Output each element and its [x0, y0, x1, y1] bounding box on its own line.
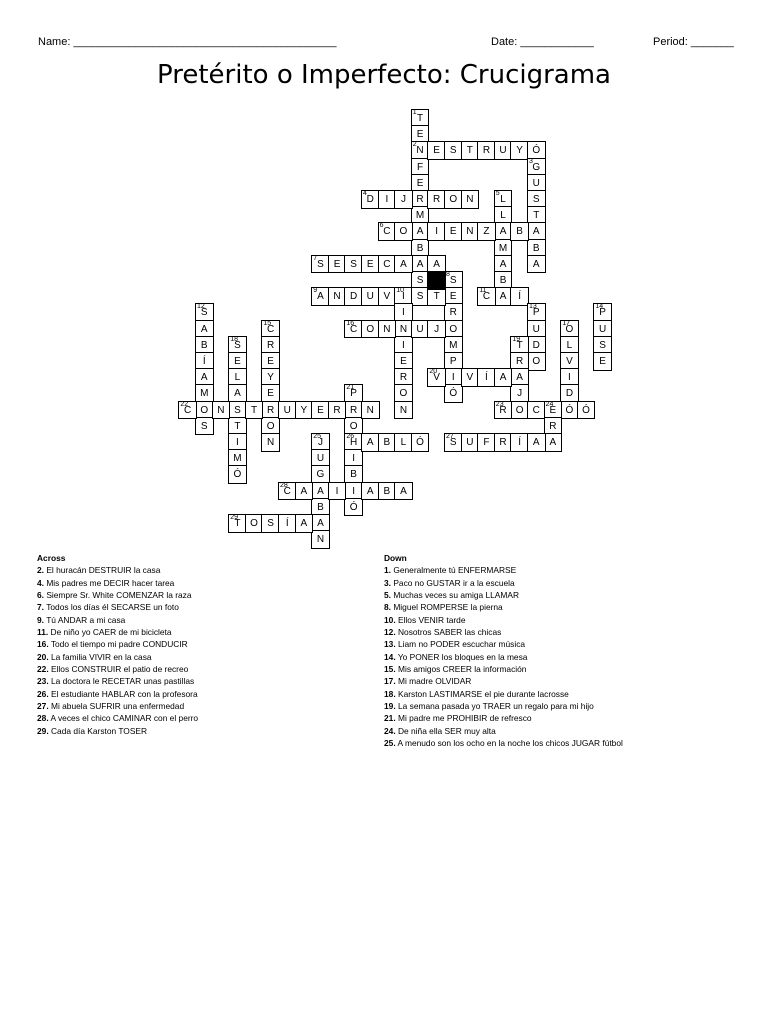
cell-letter: R — [449, 307, 457, 319]
cell-letter: B — [200, 339, 208, 351]
cell-letter: E — [366, 258, 374, 270]
clue-number: 9 — [313, 287, 318, 295]
clue-down: 14. Yo PONER los bloques en la mesa — [384, 651, 528, 662]
cell-letter: R — [516, 356, 524, 367]
cell-letter: D — [565, 388, 574, 400]
cell-letter: O — [449, 194, 458, 205]
clue-down: 19. La semana pasada yo TRAER un regalo para mi hijo — [384, 701, 594, 712]
cell-letter: G — [532, 161, 541, 173]
grid-cell[interactable] — [510, 222, 529, 241]
cell-letter: L — [500, 210, 506, 222]
cell-letter: R — [433, 194, 441, 205]
cell-letter: Ó — [582, 404, 590, 416]
name-field: Name: ___________________________________________ — [38, 36, 337, 48]
cell-letter: I — [451, 372, 455, 384]
grid-cell[interactable] — [295, 482, 314, 501]
grid-cell[interactable] — [261, 433, 280, 452]
cell-letter: A — [300, 518, 308, 529]
cell-letter: U — [532, 177, 540, 189]
cell-letter: L — [566, 339, 573, 351]
clue-number: 1 — [412, 109, 417, 116]
clue-number: 13 — [529, 303, 537, 311]
clue-down: 21. Mi padre me PROHIBIR de refresco — [384, 713, 532, 724]
cell-letter: R — [416, 194, 424, 205]
clue-number: 12 — [197, 303, 205, 311]
cell-letter: S — [267, 518, 274, 529]
cell-letter: Í — [518, 291, 522, 303]
cell-letter: A — [234, 388, 241, 400]
period-field: Period: _______ — [653, 36, 734, 48]
down-heading: Down — [384, 553, 407, 563]
clue-across: 2. El huracán DESTRUIR la casa — [37, 565, 161, 576]
grid-cell[interactable] — [328, 401, 347, 420]
grid-cell[interactable] — [477, 287, 496, 306]
clue-across: 28. A veces el chico CAMINAR con el perro — [37, 713, 199, 724]
cell-letter: M — [415, 210, 425, 222]
grid-cell[interactable] — [411, 433, 430, 452]
cell-letter: I — [352, 485, 356, 497]
clue-number: 6 — [379, 222, 384, 230]
cell-letter: A — [366, 485, 374, 497]
grid-cell[interactable] — [394, 255, 413, 274]
cell-letter: A — [400, 258, 407, 270]
cell-letter: S — [200, 307, 208, 319]
clue-down: 8. Miguel ROMPERSE la pierna — [384, 602, 503, 613]
clue-number: 29 — [230, 514, 238, 521]
cell-letter: C — [184, 404, 192, 416]
cell-letter: C — [383, 258, 391, 270]
grid-cell[interactable] — [544, 433, 563, 452]
page-title: Pretérito o Imperfecto: Crucigrama — [157, 60, 611, 90]
cell-letter: R — [499, 437, 507, 448]
clue-number: 25 — [313, 433, 321, 440]
cell-letter: D — [366, 194, 374, 205]
cell-letter: F — [483, 437, 490, 448]
clue-number: 8 — [446, 271, 450, 278]
cell-letter: C — [350, 323, 358, 335]
cell-letter: Ó — [565, 404, 574, 416]
grid-cell[interactable] — [394, 401, 413, 420]
clue-number: 28 — [280, 481, 288, 489]
clue-across: 26. El estudiante HABLAR con la profesora — [37, 688, 198, 699]
clue-number: 16 — [346, 319, 355, 327]
cell-letter: L — [400, 437, 407, 448]
grid-cell[interactable] — [427, 368, 446, 387]
cell-letter: A — [200, 323, 208, 335]
black-cell — [427, 271, 446, 290]
cell-letter: A — [499, 291, 507, 303]
clue-across: 16. Todo el tiempo mi padre CONDUCIR — [37, 639, 188, 650]
cell-letter: A — [532, 226, 540, 238]
clue-number: 19 — [512, 335, 521, 343]
cell-letter: T — [250, 404, 258, 416]
cell-letter: R — [267, 404, 275, 416]
cell-letter: A — [516, 372, 523, 384]
cell-letter: M — [233, 453, 242, 465]
clue-across: 27. Mi abuela SUFRIR una enfermedad — [37, 701, 185, 712]
date-field: Date: ____________ — [491, 36, 594, 48]
cell-letter: O — [200, 404, 209, 416]
grid-cell[interactable] — [427, 287, 446, 306]
cell-letter: O — [515, 404, 524, 416]
cell-letter: S — [350, 258, 357, 270]
cell-letter: S — [200, 420, 208, 432]
clue-number: 24 — [545, 400, 554, 408]
cell-letter: A — [200, 372, 208, 384]
grid-cell[interactable] — [311, 530, 330, 549]
grid-cell[interactable] — [427, 320, 446, 339]
cell-letter: S — [317, 258, 324, 270]
cell-letter: L — [500, 194, 506, 205]
cell-letter: U — [316, 453, 325, 465]
cell-letter: R — [549, 420, 557, 432]
grid-cell[interactable] — [344, 498, 363, 517]
cell-letter: B — [516, 226, 523, 238]
cell-letter: I — [402, 307, 405, 319]
cell-letter: T — [433, 291, 440, 303]
grid-cell[interactable] — [527, 352, 546, 371]
cell-letter: Ó — [449, 388, 458, 400]
cell-letter: A — [499, 372, 507, 384]
clue-number: 21 — [346, 384, 355, 392]
cell-letter: Ó — [416, 437, 424, 448]
cell-letter: M — [449, 339, 458, 351]
cell-letter: V — [383, 291, 391, 303]
cell-letter: T — [516, 339, 523, 351]
cell-letter: Ó — [349, 501, 358, 513]
cell-letter: Ó — [532, 145, 541, 157]
clue-number: 15 — [263, 319, 272, 327]
clue-number: 4 — [363, 190, 367, 197]
cell-letter: O — [565, 323, 574, 335]
cell-letter: B — [416, 242, 424, 254]
cell-letter: E — [433, 145, 440, 157]
cell-letter: N — [466, 226, 474, 238]
cell-letter: U — [532, 323, 540, 335]
cell-letter: R — [499, 404, 507, 416]
cell-letter: S — [449, 437, 457, 448]
cell-letter: A — [416, 226, 424, 238]
cell-letter: B — [317, 501, 324, 513]
clue-down: 10. Ellos VENIR tarde — [384, 614, 466, 625]
cell-letter: A — [400, 485, 407, 497]
cell-letter: V — [566, 356, 573, 367]
grid-cell[interactable] — [361, 401, 380, 420]
cell-letter: E — [449, 226, 457, 238]
clue-down: 15. Mis amigos CREER la información — [384, 664, 527, 675]
cell-letter: B — [532, 242, 540, 254]
cell-letter: A — [317, 485, 324, 497]
cell-letter: I — [236, 437, 239, 448]
cell-letter: C — [267, 323, 275, 335]
cell-letter: U — [466, 437, 474, 448]
cell-letter: N — [416, 145, 424, 157]
cell-letter: U — [283, 404, 291, 416]
cell-letter: E — [416, 129, 424, 141]
cell-letter: H — [350, 437, 358, 448]
clue-number: 18 — [230, 335, 238, 343]
cell-letter: E — [317, 404, 324, 416]
clue-across: 20. La familia VIVIR en la casa — [37, 651, 152, 662]
clue-number: 2 — [412, 141, 417, 149]
cell-letter: T — [466, 145, 473, 157]
clue-across: 7. Todos los días él SECARSE un foto — [37, 602, 179, 613]
cell-letter: I — [385, 194, 389, 205]
clue-number: 20 — [429, 368, 438, 376]
clue-number: 14 — [595, 303, 604, 311]
cell-letter: A — [549, 437, 557, 448]
cell-letter: Í — [485, 372, 488, 384]
cell-letter: S — [599, 339, 606, 351]
cell-letter: I — [402, 339, 405, 351]
grid-cell[interactable] — [494, 368, 513, 387]
cell-letter: J — [434, 323, 440, 335]
grid-cell[interactable] — [527, 433, 546, 452]
cell-letter: Ó — [233, 469, 242, 481]
cell-letter: C — [482, 291, 491, 303]
cell-letter: I — [435, 226, 439, 238]
cell-letter: I — [352, 453, 356, 465]
cell-letter: N — [366, 404, 374, 416]
grid-cell[interactable] — [577, 401, 596, 420]
grid-cell[interactable] — [394, 222, 413, 241]
clue-down: 17. Mi madre OLVIDAR — [384, 676, 472, 687]
cell-letter: N — [383, 323, 391, 335]
cell-letter: S — [234, 404, 241, 416]
clue-down: 18. Karston LASTIMARSE el pie durante lacrosse — [384, 688, 569, 699]
cell-letter: M — [200, 388, 209, 400]
cell-letter: P — [449, 356, 457, 367]
cell-letter: C — [283, 485, 291, 497]
cell-letter: A — [532, 437, 540, 448]
grid-cell[interactable] — [245, 401, 264, 420]
cell-letter: A — [317, 291, 324, 303]
clue-across: 22. Ellos CONSTRUIR el patio de recreo — [37, 664, 189, 675]
cell-letter: O — [532, 356, 541, 367]
cell-letter: B — [383, 485, 391, 497]
cell-letter: E — [416, 177, 424, 189]
grid-cell[interactable] — [444, 384, 463, 403]
cell-letter: T — [234, 518, 241, 529]
cell-letter: D — [532, 339, 540, 351]
grid-cell[interactable] — [394, 482, 413, 501]
clue-across: 9. Tú ANDAR a mi casa — [37, 614, 126, 625]
clue-down: 5. Muchas veces su amiga LLAMAR — [384, 590, 520, 601]
cell-letter: C — [532, 404, 540, 416]
cell-letter: J — [517, 388, 523, 400]
cell-letter: L — [234, 372, 241, 384]
grid-cell[interactable] — [494, 401, 513, 420]
cell-letter: M — [498, 242, 508, 254]
cell-letter: D — [350, 291, 358, 303]
cell-letter: Í — [285, 518, 289, 529]
cell-letter: P — [532, 307, 540, 319]
cell-letter: J — [400, 194, 406, 205]
clue-down: 1. Generalmente tú ENFERMARSE — [384, 565, 517, 576]
clue-down: 12. Nosotros SABER las chicas — [384, 627, 502, 638]
cell-letter: T — [533, 210, 540, 222]
cell-letter: P — [350, 388, 357, 400]
cell-letter: O — [449, 323, 458, 335]
cell-letter: E — [267, 356, 274, 367]
cell-letter: Z — [483, 226, 490, 238]
grid-cell[interactable] — [228, 465, 247, 484]
cell-letter: T — [234, 420, 241, 432]
cell-letter: J — [317, 437, 323, 448]
cell-letter: I — [335, 485, 339, 497]
clue-down: 13. Liam no PODER escuchar música — [384, 639, 526, 650]
cell-letter: S — [416, 291, 424, 303]
cell-letter: Y — [516, 145, 523, 157]
cell-letter: S — [449, 275, 457, 286]
cell-letter: E — [549, 404, 557, 416]
cell-letter: O — [399, 388, 408, 400]
grid-cell[interactable] — [295, 514, 314, 533]
clue-number: 27 — [446, 433, 454, 440]
cell-letter: B — [499, 275, 507, 286]
cell-letter: O — [349, 420, 358, 432]
cell-letter: G — [316, 469, 325, 481]
grid-cell[interactable] — [328, 482, 347, 501]
clue-number: 11 — [479, 287, 487, 295]
cell-letter: N — [399, 323, 408, 335]
clue-number: 5 — [495, 190, 500, 197]
cell-letter: R — [350, 404, 358, 416]
cell-letter: E — [234, 356, 241, 367]
grid-cell[interactable] — [477, 222, 496, 241]
cell-letter: Í — [518, 437, 522, 448]
cell-letter: C — [383, 226, 391, 238]
cell-letter: R — [333, 404, 341, 416]
across-clues — [37, 552, 357, 737]
grid-cell[interactable] — [461, 190, 480, 209]
cell-letter: P — [599, 307, 606, 319]
cell-letter: U — [366, 291, 374, 303]
cell-letter: N — [316, 534, 325, 546]
down-clues — [384, 552, 754, 750]
clue-number: 17 — [562, 319, 570, 327]
cell-letter: O — [399, 226, 408, 238]
cell-letter: N — [399, 404, 408, 416]
cell-letter: E — [449, 291, 457, 303]
cell-letter: S — [532, 194, 540, 205]
clue-across: 23. La doctora le RECETAR unas pastillas — [37, 676, 195, 687]
cell-letter: R — [482, 145, 491, 157]
cell-letter: N — [267, 437, 275, 448]
clue-down: 25. A menudo son los ocho en la noche los chicos JUGAR fútbol — [384, 738, 623, 749]
cell-letter: I — [402, 291, 405, 303]
cell-letter: U — [599, 323, 607, 335]
cell-letter: O — [250, 518, 258, 529]
cell-letter: A — [416, 258, 424, 270]
clue-number: 23 — [495, 400, 504, 408]
cell-letter: E — [599, 356, 606, 367]
cell-letter: A — [532, 258, 540, 270]
grid-cell[interactable] — [212, 401, 231, 420]
clue-down: 3. Paco no GUSTAR ir a la escuela — [384, 577, 515, 588]
cell-letter: S — [449, 145, 457, 157]
cell-letter: A — [300, 485, 308, 497]
cell-letter: E — [400, 356, 407, 367]
grid-cell[interactable] — [593, 352, 612, 371]
cell-letter: E — [333, 258, 341, 270]
cell-letter: E — [267, 388, 274, 400]
cell-letter: A — [317, 518, 324, 529]
cell-letter: R — [399, 372, 408, 384]
clue-across: 11. De niño yo CAER de mi bicicleta — [37, 627, 172, 638]
cell-letter: F — [416, 161, 424, 173]
cell-letter: V — [466, 372, 474, 384]
cell-letter: B — [350, 469, 357, 481]
cell-letter: Í — [202, 356, 206, 367]
across-heading: Across — [37, 553, 66, 563]
clue-across: 6. Siempre Sr. White COMENZAR la raza — [37, 590, 192, 601]
clue-number: 26 — [346, 433, 355, 440]
grid-cell[interactable] — [195, 417, 214, 436]
cell-letter: N — [466, 194, 474, 205]
cell-letter: T — [416, 113, 424, 124]
cell-letter: Y — [300, 404, 308, 416]
clue-number: 10 — [396, 287, 404, 295]
cell-letter: A — [499, 258, 507, 270]
cell-letter: O — [266, 420, 275, 432]
cell-letter: N — [333, 291, 341, 303]
cell-letter: A — [499, 226, 507, 238]
grid-cell[interactable] — [394, 190, 413, 209]
cell-letter: V — [433, 372, 440, 384]
cell-letter: A — [433, 258, 440, 270]
cell-letter: S — [234, 339, 241, 351]
clue-number: 22 — [180, 400, 189, 408]
cell-letter: O — [366, 323, 375, 335]
cell-letter: B — [383, 437, 391, 448]
clue-across: 4. Mis padres me DECIR hacer tarea — [37, 577, 175, 588]
cell-letter: I — [568, 372, 571, 384]
cell-letter: U — [499, 145, 507, 157]
grid-cell[interactable] — [378, 320, 397, 339]
cell-letter: A — [366, 437, 374, 448]
clue-number: 3 — [529, 157, 533, 165]
cell-letter: S — [416, 275, 424, 286]
grid-cell[interactable] — [178, 401, 197, 420]
grid-cell[interactable] — [527, 255, 546, 274]
cell-letter: N — [217, 404, 225, 416]
clue-across: 29. Cada día Karston TOSER — [37, 725, 148, 736]
cell-letter: U — [416, 323, 424, 335]
clue-down: 24. De niña ella SER muy alta — [384, 725, 496, 736]
cell-letter: R — [267, 339, 275, 351]
clue-number: 7 — [313, 254, 318, 262]
cell-letter: Y — [267, 372, 274, 384]
